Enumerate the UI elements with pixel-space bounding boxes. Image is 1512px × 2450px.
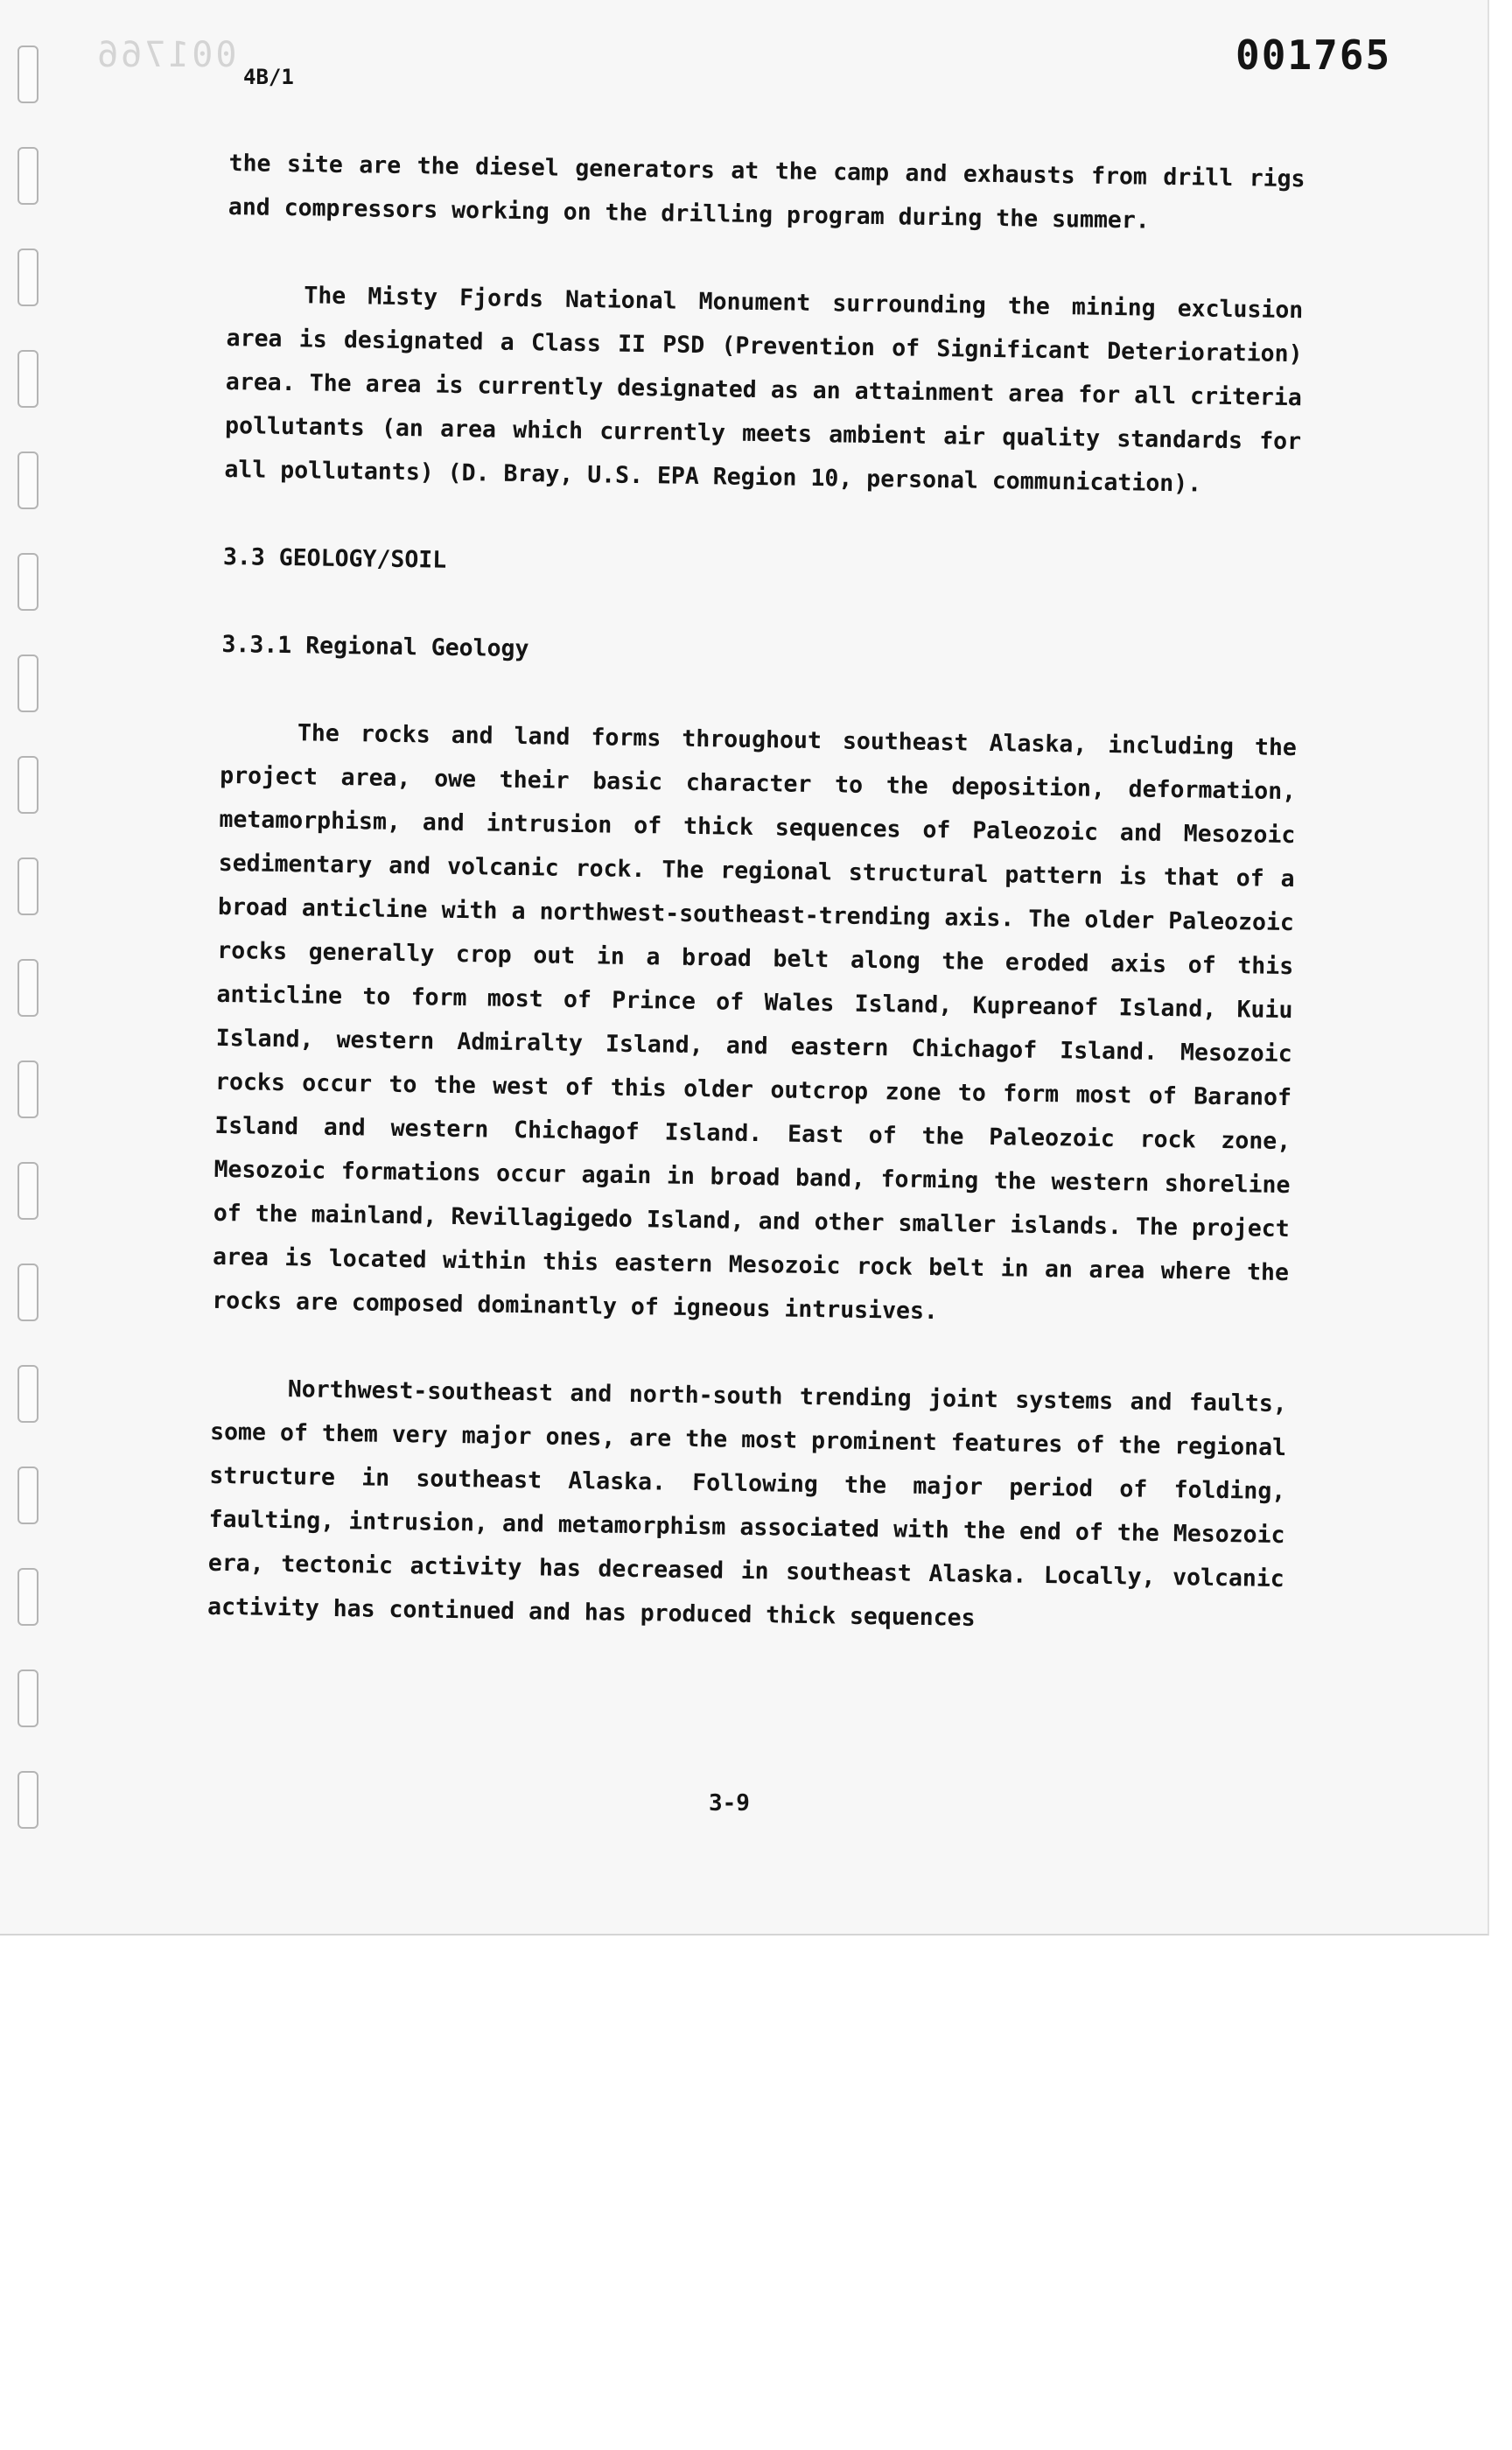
section-heading-regional-geology: 3.3.1 Regional Geology [221,630,529,663]
binder-hole [18,1670,38,1727]
binder-hole [18,46,38,103]
binder-hole [18,248,38,306]
binder-hole [18,452,38,509]
page-number: 3-9 [709,1790,750,1816]
bleed-through-mark: 001766 [94,35,237,75]
binder-hole [18,553,38,611]
binder-hole [18,1060,38,1118]
binder-hole [18,350,38,408]
document-body [206,142,1306,1689]
binder-hole [18,756,38,814]
binder-hole [18,959,38,1017]
binder-hole [18,1771,38,1829]
binder-hole [18,1466,38,1524]
paragraph-air-sources: the site are the diesel generators at the camp and exhausts from drill rigs and compressors working on the drilling program during the summer. [228,149,1306,234]
binder-hole [18,1162,38,1220]
binder-hole [18,1568,38,1626]
section-heading-geology-soil: 3.3 GEOLOGY/SOIL [222,542,447,574]
page-reference: 4B/1 [243,65,294,89]
binder-hole [18,1264,38,1321]
binder-hole [18,147,38,205]
binder-hole [18,858,38,915]
binder-holes [18,46,44,1872]
binder-hole [18,1365,38,1423]
paragraph-regional-structure: Northwest-southeast and north-south trending joint systems and faults, some of them very major ones, are the most prominent features of the regional structure in southeast Alaska. Following the major period of folding, faulting, intrusion, and metamorphism associated with the end of the Mesozoic era, tectonic activity has decreased in southeast Alaska. Locally, volcanic activity has continued and has produced thick sequences [206,1376,1287,1632]
document-number: 001765 [1236,32,1392,79]
paragraph-psd-class: The Misty Fjords National Monument surrounding the mining exclusion area is designated a Class II PSD (Prevention of Significant Deterioration) area. The area is currently designated as an attainment area for all criteria pollutants (an area which currently meets ambient air quality standards for all pollutants) (D. Bray, U.S. EPA Region 10, personal communication). [224,282,1304,498]
binder-hole [18,654,38,712]
paragraph-regional-geology: The rocks and land forms throughout southeast Alaska, including the project area, owe their basic character to the deposition, deformation, metamorphism, and intrusion of thick sequences of Paleozoic and Mesozoic sedimentary and volcanic rock. The regional structural pattern is that of a broad anticline with a northwest-southeast-trending axis. The older Paleozoic rocks generally crop out in a broad belt along the eroded axis of this anticline to form most of Prince of Wales Island, Kupreanof Island, Kuiu Island, western Admiralty Island, and eastern Chichagof Island. Mesozoic rocks occur to the west of this older outcrop zone to form most of Baranof Island and western Chichagof Island. East of the Paleozoic rock zone, Mesozoic formations occur again in broad band, forming the western shoreline of the mainland, Revillagigedo Island, and other smaller islands. The project area is located within this eastern Mesozoic rock belt in an area where the rocks are composed dominantly of igneous intrusives. [212,719,1298,1326]
